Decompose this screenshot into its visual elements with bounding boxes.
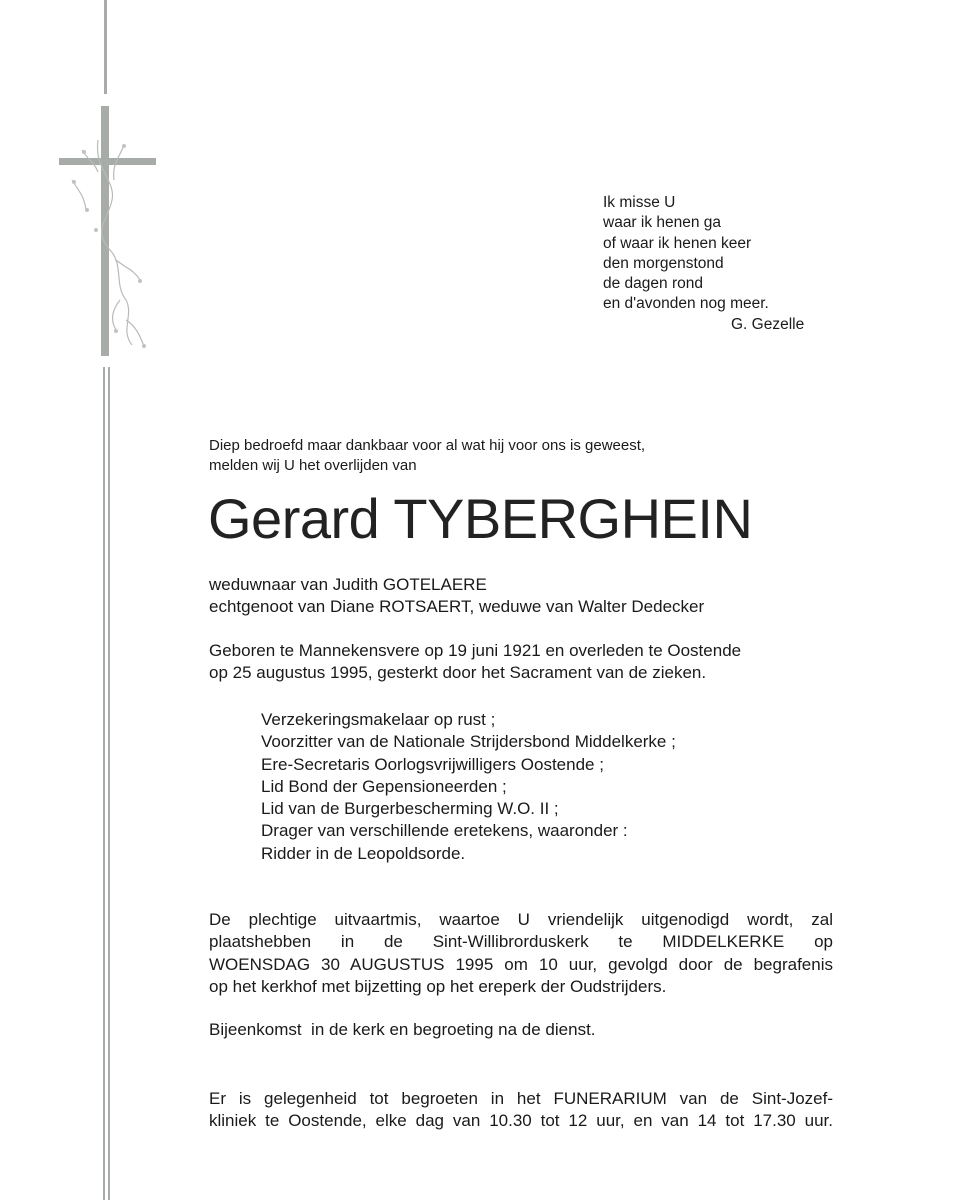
title-item: Voorzitter van de Nationale Strijdersbond Middelkerke ; xyxy=(261,732,676,752)
poem-author: G. Gezelle xyxy=(731,315,805,333)
service-line: plaatshebben in de Sint-Willibrorduskerk te MIDDELKERKE op xyxy=(209,932,833,952)
birth-death-info xyxy=(209,640,741,684)
birth-death-line: op 25 augustus 1995, gesterkt door het Sacrament van de zieken. xyxy=(209,663,707,682)
title-item: Ere-Secretaris Oorlogsvrijwilligers Oostende ; xyxy=(261,754,604,774)
intro-line: melden wij U het overlijden van xyxy=(209,457,417,474)
spouse-line: weduwnaar van Judith GOTELAERE xyxy=(209,575,487,594)
funeral-service-info xyxy=(209,909,833,998)
poem-line: Ik misse U xyxy=(603,194,676,211)
title-item: Drager van verschillende eretekens, waaronder : xyxy=(261,821,628,841)
spouse-line: echtgenoot van Diane ROTSAERT, weduwe van Walter Dedecker xyxy=(209,597,705,616)
cross-with-vine-icon xyxy=(54,0,164,1200)
title-item: Lid Bond der Gepensioneerden ; xyxy=(261,776,507,796)
visitation-line: kliniek te Oostende, elke dag van 10.30 tot 12 uur, en van 14 tot 17.30 uur. xyxy=(209,1111,833,1131)
intro-line: Diep bedroefd maar dankbaar voor al wat hij voor ons is geweest, xyxy=(209,437,646,454)
poem-line: of waar ik henen keer xyxy=(603,234,752,252)
visitation-info xyxy=(209,1088,833,1133)
service-line: WOENSDAG 30 AUGUSTUS 1995 om 10 uur, gevolgd door de begrafenis xyxy=(209,954,833,974)
visitation-line: Er is gelegenheid tot begroeten in het FUNERARIUM van de Sint-Jozef- xyxy=(209,1089,833,1108)
poem-line: waar ik henen ga xyxy=(603,214,722,232)
title-item: Lid van de Burgerbescherming W.O. II ; xyxy=(261,799,559,819)
meeting-info xyxy=(209,1019,596,1041)
poem-line: den morgenstond xyxy=(603,254,724,272)
deceased-name: Gerard TYBERGHEIN xyxy=(208,487,753,550)
titles-list xyxy=(261,709,676,865)
spouse-info xyxy=(209,574,704,618)
title-item: Verzekeringsmakelaar op rust ; xyxy=(261,710,496,729)
meeting-line: Bijeenkomst in de kerk en begroeting na de dienst. xyxy=(209,1020,596,1039)
announcement-intro xyxy=(209,436,645,476)
service-line: op het kerkhof met bijzetting op het ereperk der Oudstrijders. xyxy=(209,976,667,996)
birth-death-line: Geboren te Mannekensvere op 19 juni 1921 en overleden te Oostende xyxy=(209,641,742,660)
poem-line: en d'avonden nog meer. xyxy=(603,295,769,313)
service-line: De plechtige uitvaartmis, waartoe U vriendelijk uitgenodigd wordt, zal xyxy=(209,910,833,929)
poem-block xyxy=(603,193,804,335)
title-item: Ridder in de Leopoldsorde. xyxy=(261,843,466,863)
poem-line: de dagen rond xyxy=(603,275,703,293)
